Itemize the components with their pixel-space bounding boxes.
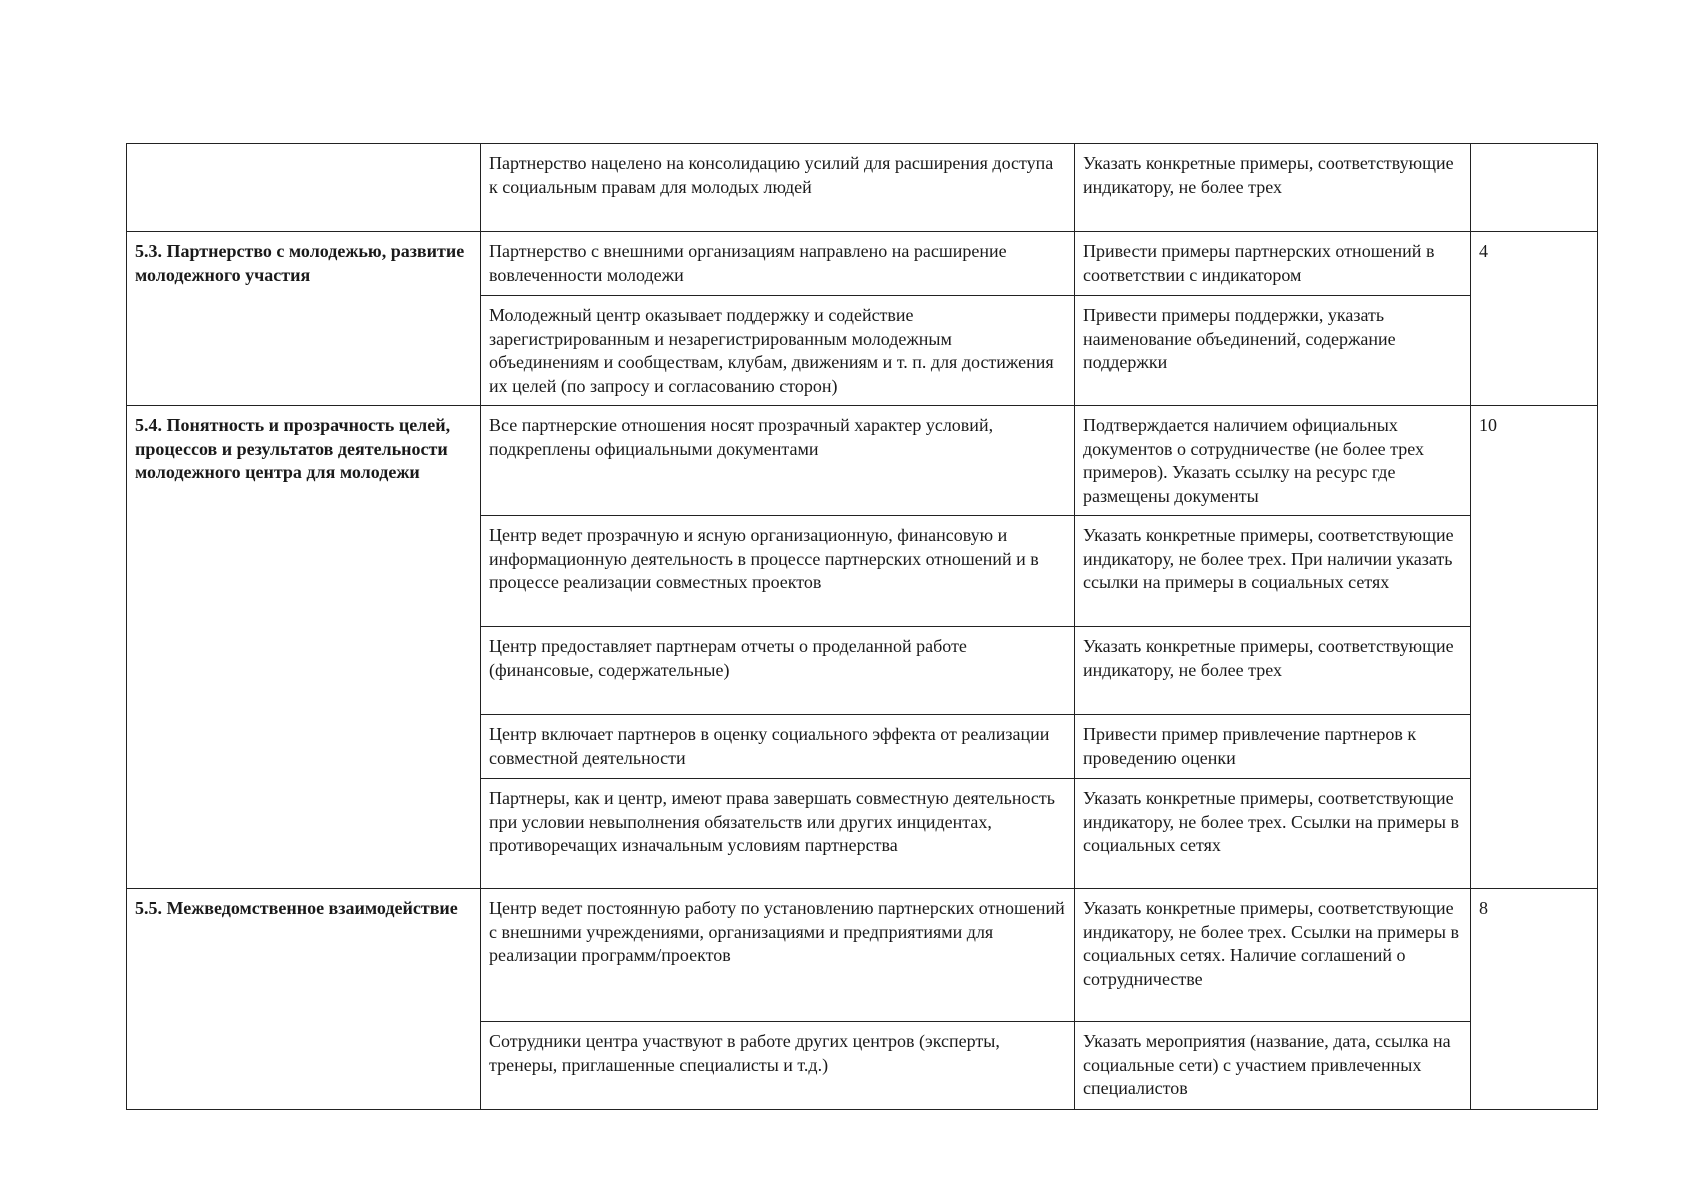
criterion-cell: 5.4. Понятность и прозрачность целей, процессов и результатов деятельности молодежного центра для молодежи xyxy=(127,406,481,889)
note-cell: Привести примеры поддержки, указать наименование объединений, содержание поддержки xyxy=(1075,296,1471,406)
score-cell: 4 xyxy=(1471,232,1598,406)
note-cell: Указать конкретные примеры, соответствующие индикатору, не более трех. Ссылки на примеры в социальных сетях xyxy=(1075,779,1471,889)
score-cell xyxy=(1471,144,1598,232)
indicator-cell: Партнерство с внешними организациям направлено на расширение вовлеченности молодежи xyxy=(481,232,1075,296)
indicator-cell: Центр предоставляет партнерам отчеты о проделанной работе (финансовые, содержательные) xyxy=(481,627,1075,715)
indicator-cell: Сотрудники центра участвуют в работе других центров (эксперты, тренеры, приглашенные специалисты и т.д.) xyxy=(481,1022,1075,1110)
note-cell: Указать конкретные примеры, соответствующие индикатору, не более трех. Ссылки на примеры в социальных сетях. Наличие соглашений о сотрудничестве xyxy=(1075,889,1471,1022)
note-cell: Привести пример привлечение партнеров к проведению оценки xyxy=(1075,715,1471,779)
note-cell: Указать конкретные примеры, соответствующие индикатору, не более трех. При наличии указать ссылки на примеры в социальных сетях xyxy=(1075,516,1471,627)
indicator-cell: Центр ведет постоянную работу по установлению партнерских отношений с внешними учреждениями, организациями и предприятиями для реализации программ/проектов xyxy=(481,889,1075,1022)
note-cell: Указать конкретные примеры, соответствующие индикатору, не более трех xyxy=(1075,144,1471,232)
indicator-cell: Центр ведет прозрачную и ясную организационную, финансовую и информационную деятельность в процессе партнерских отношений и в процессе реализации совместных проектов xyxy=(481,516,1075,627)
table-row xyxy=(127,406,1598,516)
criteria-table xyxy=(126,143,1598,1110)
table-row xyxy=(127,889,1598,1022)
note-cell: Указать конкретные примеры, соответствующие индикатору, не более трех xyxy=(1075,627,1471,715)
score-cell: 10 xyxy=(1471,406,1598,889)
note-cell: Подтверждается наличием официальных документов о сотрудничестве (не более трех примеров). Указать ссылку на ресурс где размещены документы xyxy=(1075,406,1471,516)
table-row xyxy=(127,232,1598,296)
criterion-cell xyxy=(127,144,481,232)
indicator-cell: Партнеры, как и центр, имеют права завершать совместную деятельность при условии невыполнения обязательств или других инцидентах, противоречащих изначальным условиям партнерства xyxy=(481,779,1075,889)
table-row xyxy=(127,144,1598,232)
indicator-cell: Партнерство нацелено на консолидацию усилий для расширения доступа к социальным правам для молодых людей xyxy=(481,144,1075,232)
note-cell: Указать мероприятия (название, дата, ссылка на социальные сети) с участием привлеченных специалистов xyxy=(1075,1022,1471,1110)
indicator-cell: Все партнерские отношения носят прозрачный характер условий, подкреплены официальными документами xyxy=(481,406,1075,516)
criterion-cell: 5.5. Межведомственное взаимодействие xyxy=(127,889,481,1110)
score-cell: 8 xyxy=(1471,889,1598,1110)
indicator-cell: Молодежный центр оказывает поддержку и содействие зарегистрированным и незарегистрированным молодежным объединениям и сообществам, клубам, движениям и т. п. для достижения их целей (по запросу и согласованию сторон) xyxy=(481,296,1075,406)
indicator-cell: Центр включает партнеров в оценку социального эффекта от реализации совместной деятельности xyxy=(481,715,1075,779)
criterion-cell: 5.3. Партнерство с молодежью, развитие молодежного участия xyxy=(127,232,481,406)
note-cell: Привести примеры партнерских отношений в соответствии с индикатором xyxy=(1075,232,1471,296)
